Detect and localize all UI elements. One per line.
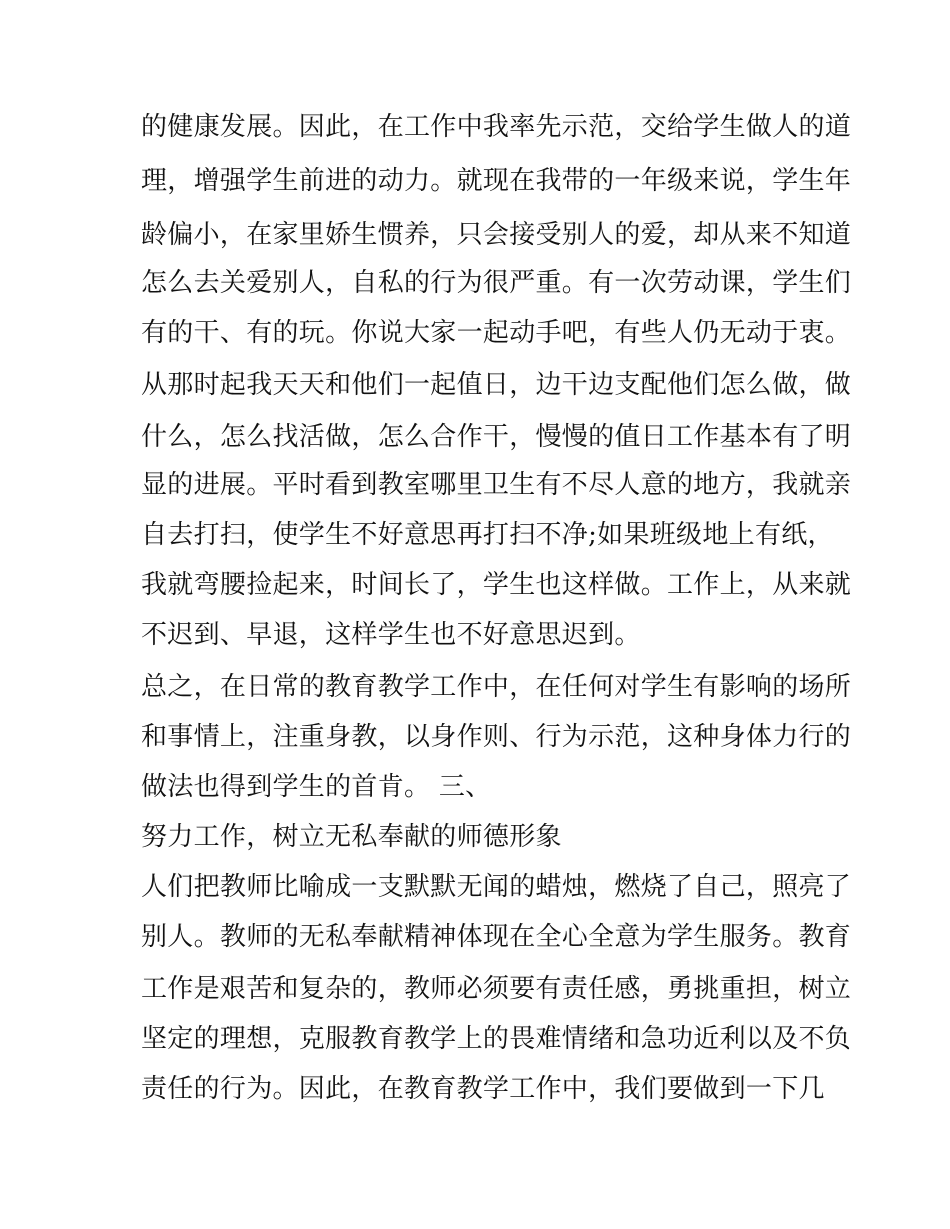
text-line: 理，增强学生前进的动力。就现在我带的一年级来说，学生年	[141, 166, 852, 196]
text-line: 我就弯腰捡起来，时间长了，学生也这样做。工作上，从来就	[141, 570, 852, 600]
text-line: 工作是艰苦和复杂的，教师必须要有责任感，勇挑重担，树立	[141, 974, 852, 1004]
text-line: 的健康发展。因此，在工作中我率先示范，交给学生做人的道	[141, 112, 852, 142]
text-line: 责任的行为。因此，在教育教学工作中，我们要做到一下几	[141, 1074, 825, 1104]
text-line: 做法也得到学生的首肯。 三、	[141, 772, 492, 802]
text-line: 坚定的理想，克服教育教学上的畏难情绪和急功近利以及不负	[141, 1024, 852, 1054]
text-line: 和事情上，注重身教，以身作则、行为示范，这种身体力行的	[141, 722, 852, 752]
text-line: 别人。教师的无私奉献精神体现在全心全意为学生服务。教育	[141, 922, 852, 952]
text-line: 什么，怎么找活做，怎么合作干，慢慢的值日工作基本有了明	[141, 422, 852, 452]
text-line: 人们把教师比喻成一支默默无闻的蜡烛，燃烧了自己，照亮了	[141, 872, 852, 902]
text-line: 显的进展。平时看到教室哪里卫生有不尽人意的地方，我就亲	[141, 470, 852, 500]
section-heading: 努力工作，树立无私奉献的师德形象	[141, 822, 562, 852]
text-line: 有的干、有的玩。你说大家一起动手吧，有些人仍无动于衷。	[141, 318, 852, 348]
text-line: 从那时起我天天和他们一起值日，边干边支配他们怎么做，做	[141, 370, 852, 400]
text-line: 自去打扫，使学生不好意思再打扫不净;如果班级地上有纸，	[141, 520, 834, 550]
text-line: 总之，在日常的教育教学工作中，在任何对学生有影响的场所	[141, 672, 852, 702]
text-line: 龄偏小，在家里娇生惯养，只会接受别人的爱，却从来不知道	[141, 220, 852, 250]
text-line: 不迟到、早退，这样学生也不好意思迟到。	[141, 620, 641, 650]
text-line: 怎么去关爱别人，自私的行为很严重。有一次劳动课，学生们	[141, 268, 852, 298]
